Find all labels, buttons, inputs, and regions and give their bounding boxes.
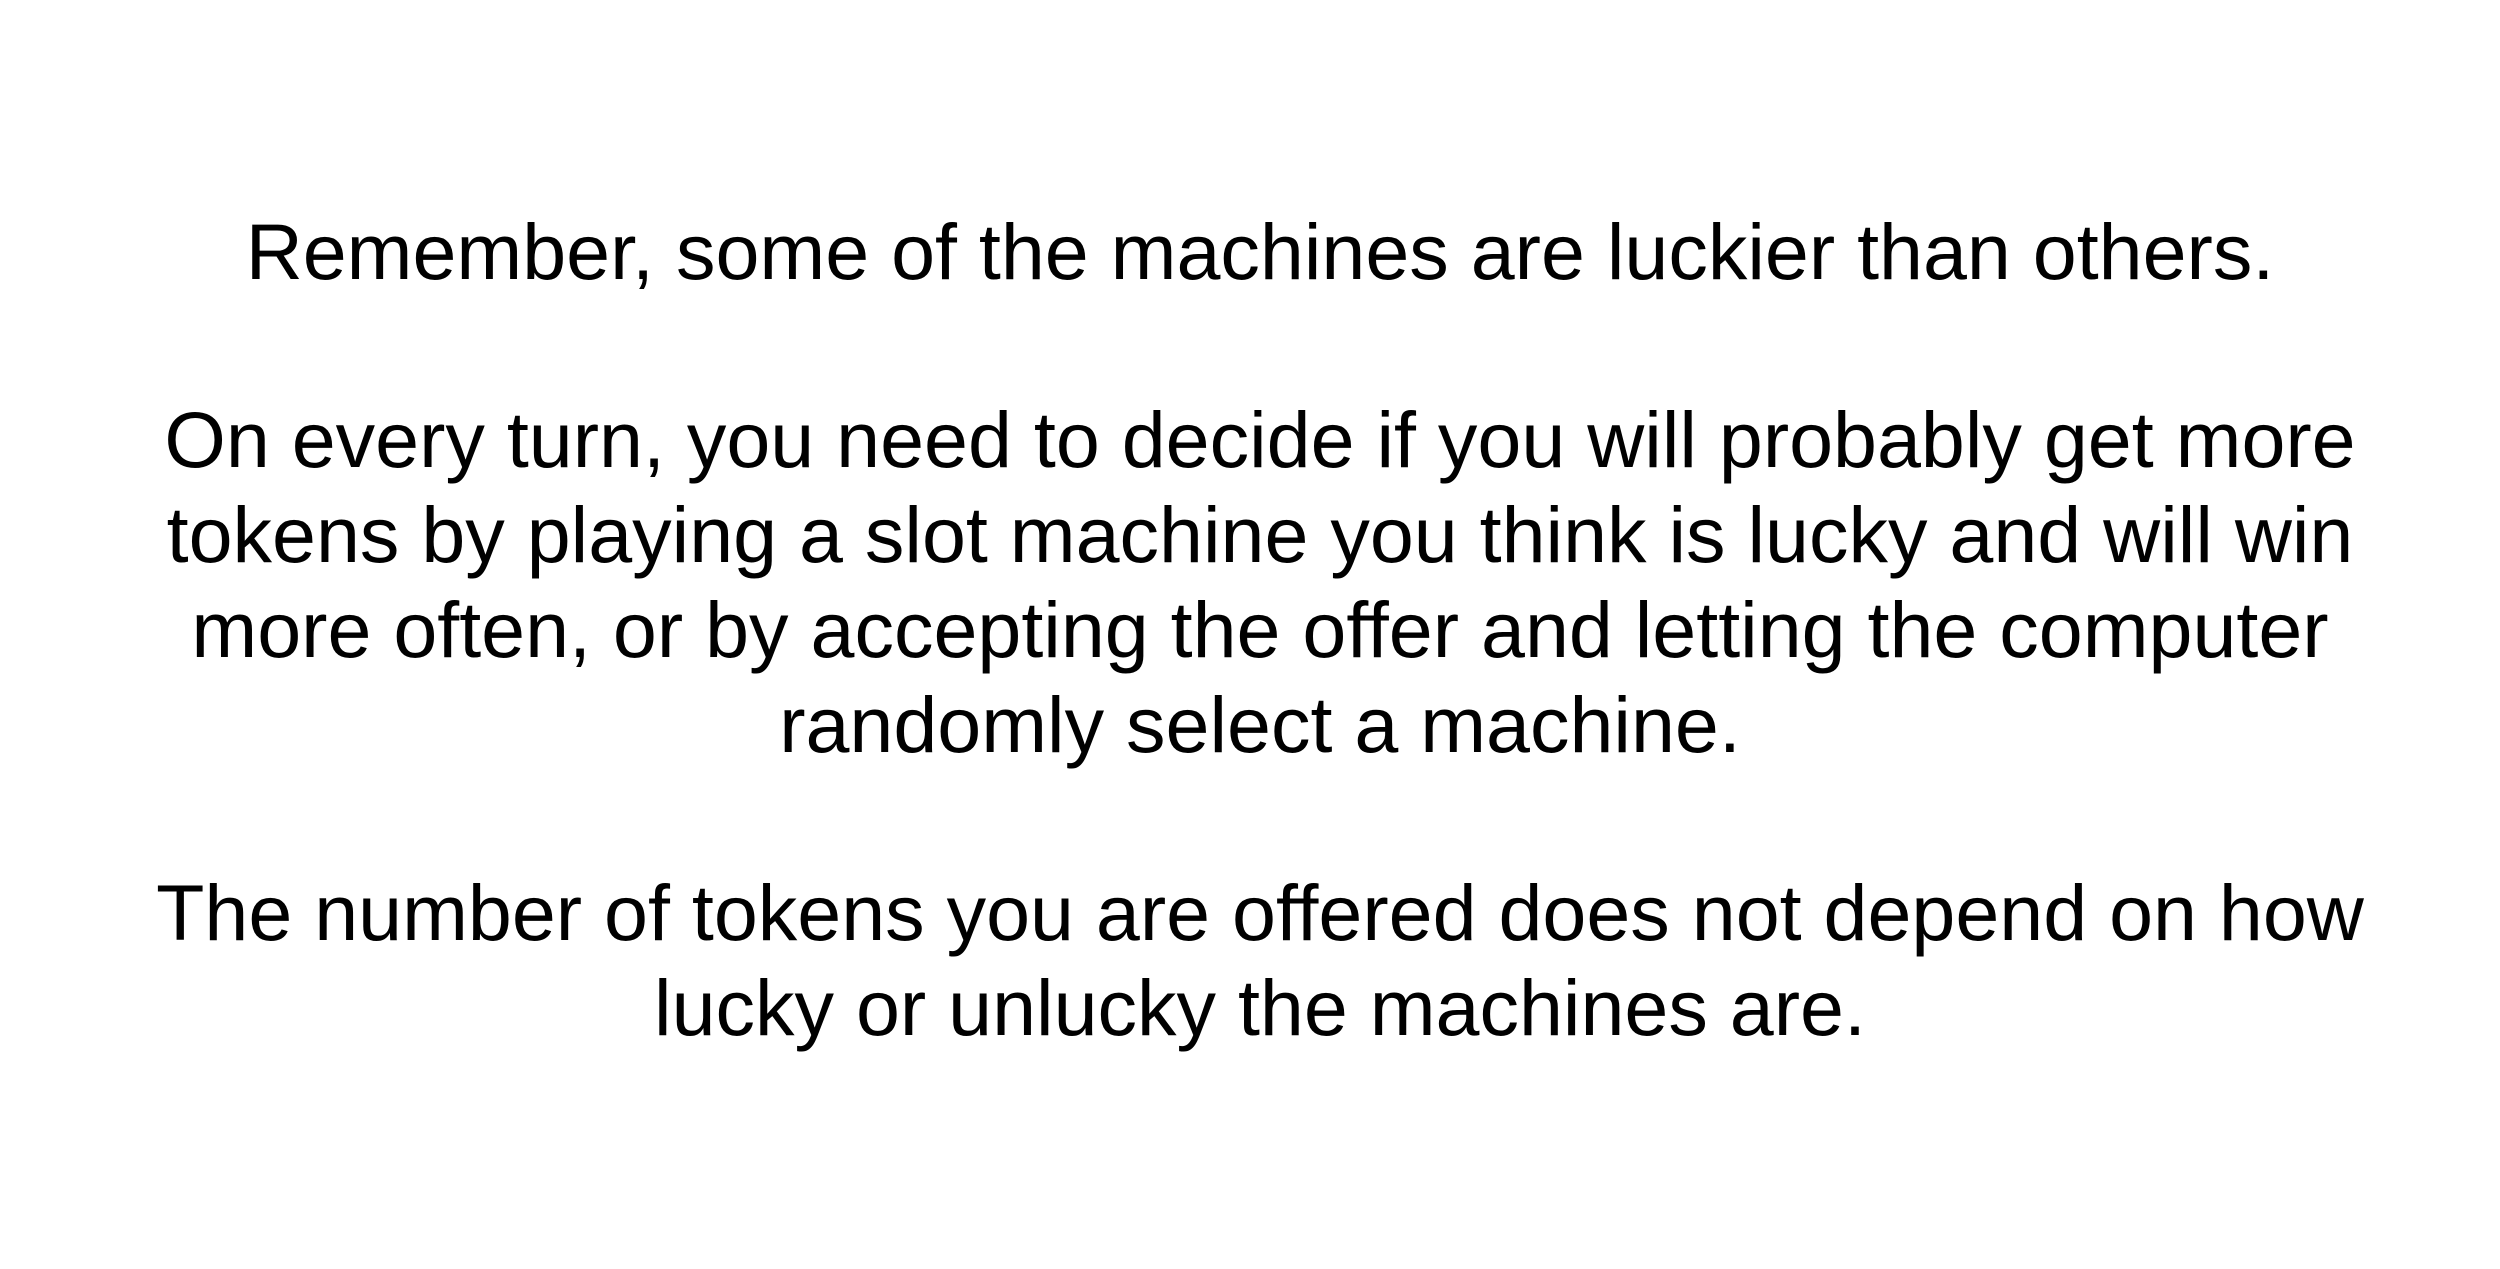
instruction-line: Remember, some of the machines are luckier than others. — [245, 207, 2275, 296]
instruction-line: tokens by playing a slot machine you think is lucky and will win — [166, 490, 2354, 579]
instruction-line: On every turn, you need to decide if you will probably get more — [164, 395, 2356, 484]
instruction-paragraph-offer — [90, 865, 2430, 1055]
instruction-line: lucky or unlucky the machines are. — [654, 963, 1866, 1052]
instruction-paragraph-decision — [90, 392, 2430, 772]
instruction-line: The number of tokens you are offered does not depend on how — [156, 868, 2364, 957]
instruction-line: randomly select a machine. — [779, 680, 1741, 769]
instruction-line: more often, or by accepting the offer and letting the computer — [191, 585, 2329, 674]
instructions-text-block — [90, 204, 2430, 1055]
instruction-paragraph-lucky-machines — [90, 204, 2430, 299]
